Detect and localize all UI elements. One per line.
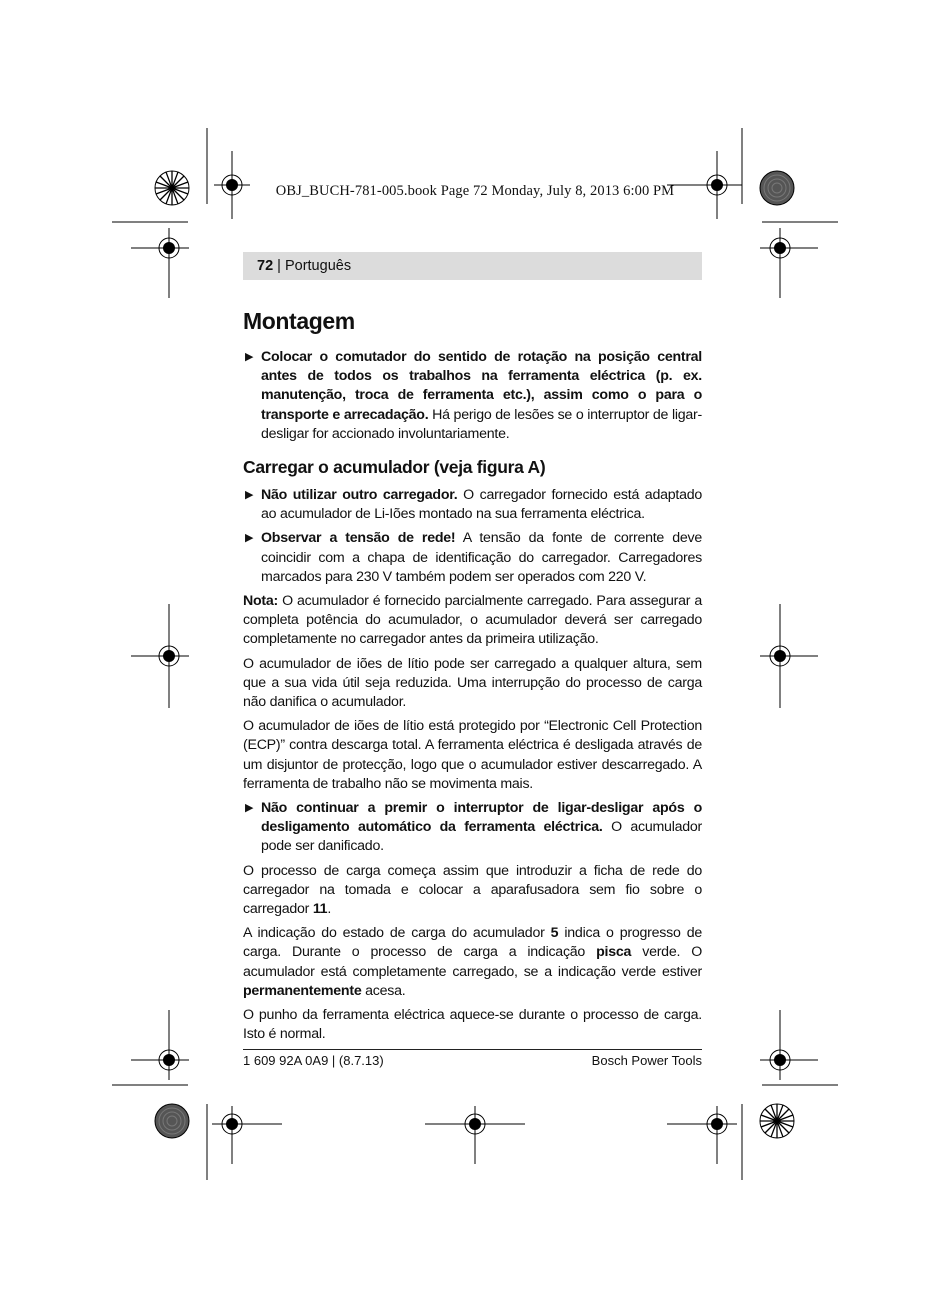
header-separator: | <box>273 258 285 274</box>
registration-mark-icon <box>425 1106 525 1164</box>
warning-bullet <box>243 348 702 444</box>
bullet-bold-text: Observar a tensão de rede! <box>261 530 456 547</box>
bullet-arrow-icon: ▶ <box>245 351 254 363</box>
warning-bullet <box>243 799 702 857</box>
bullet-bold-text: Colocar o comutador do sentido de rotação na posição central antes de todos os trabalhos na ferramenta eléctrica (p. ex. manutenção, troca de ferramenta etc.), assim como o para o transporte e arrecadação. <box>261 349 702 423</box>
registration-mark-icon <box>131 228 189 298</box>
footer-brand: Bosch Power Tools <box>591 1053 702 1068</box>
bullet-arrow-icon: ▶ <box>245 532 254 545</box>
paragraph: O punho da ferramenta eléctrica aquece-se durante o processo de carga. Isto é normal. <box>243 1007 702 1043</box>
emphasis-text: pisca <box>596 944 632 961</box>
warning-bullet <box>243 486 702 524</box>
bullet-bold-text: Não utilizar outro carregador. <box>261 487 458 504</box>
warning-bullet <box>243 529 702 587</box>
section-title: Montagem <box>243 308 355 334</box>
paragraph <box>243 924 702 1001</box>
registration-mark-icon <box>131 1010 189 1080</box>
reference-number: 11 <box>312 901 328 918</box>
paragraph-text: . <box>327 901 332 918</box>
footer-doc-id: 1 609 92A 0A9 | (8.7.13) <box>243 1053 384 1068</box>
note-text: O acumulador é fornecido parcialmente carregado. Para assegurar a completa potência do acumulador, o acumulador deverá ser carregado completamente no carregador antes da primeira utilização. <box>243 593 702 648</box>
note-label: Nota: <box>243 593 279 610</box>
header-language: Português <box>284 258 352 274</box>
footer-divider <box>243 1049 702 1050</box>
bullet-arrow-icon: ▶ <box>245 802 254 815</box>
reference-number: 5 <box>550 925 559 942</box>
paragraph <box>243 862 702 920</box>
paragraph: O acumulador de iões de lítio pode ser carregado a qualquer altura, sem que a sua vida útil seja reduzida. Uma interrupção do processo de carga não danifica o acumulador. <box>243 655 702 711</box>
paragraph-text: acesa. <box>361 982 406 999</box>
bullet-arrow-icon: ▶ <box>245 489 254 502</box>
paragraph-text: O processo de carga começa assim que introduzir a ficha de rede do carregador na tomada e colocar a aparafusadora sem fio sobre o carregador <box>243 862 702 918</box>
paragraph: O acumulador de iões de lítio está protegido por “Electronic Cell Protection (ECP)” contra descarga total. A ferramenta eléctrica é desligada através de um disjuntor de protecção, logo que o acumulador estiver descarregado. A ferramenta de trabalho não se movimenta mais. <box>243 718 702 792</box>
registration-mark-icon <box>131 604 189 708</box>
registration-mark-icon <box>760 228 818 298</box>
registration-mark-icon <box>760 1010 818 1080</box>
page-header-bar <box>243 252 702 280</box>
registration-mark-icon <box>760 604 818 708</box>
bullet-text: O carregador fornecido está adaptado ao acumulador de Li-Iões montado na sua ferramenta eléctrica. <box>261 487 702 523</box>
emphasis-text: permanentemente <box>243 982 362 999</box>
paragraph-text: verde. O acumulador está completamente carregado, se a indicação verde estiver <box>243 944 702 980</box>
registration-mark-icon <box>667 1106 737 1164</box>
paragraph-text: A indicação do estado de carga do acumulador <box>243 925 551 942</box>
subsection-title: Carregar o acumulador (veja figura A) <box>243 457 546 478</box>
print-header: OBJ_BUCH-781-005.book Page 72 Monday, July 8, 2013 6:00 PM <box>275 183 675 199</box>
paragraph-text: indica o progresso de carga. Durante o processo de carga a indicação <box>243 925 702 961</box>
bullet-text: Há perigo de lesões se o interruptor de ligar-desligar for accionado involuntariamente. <box>261 406 702 442</box>
note-paragraph <box>243 592 702 650</box>
bullet-bold-text: Não continuar a premir o interruptor de ligar-desligar após o desligamento automático da ferramenta eléctrica. <box>261 800 702 836</box>
page-number: 72 <box>257 258 274 274</box>
registration-mark-icon <box>212 1106 282 1164</box>
main-content <box>243 306 702 1050</box>
star-target-icon <box>760 1104 794 1138</box>
gray-target-icon <box>155 1104 189 1138</box>
bullet-text: O acumulador pode ser danificado. <box>261 819 702 855</box>
bullet-text: A tensão da fonte de corrente deve coincidir com a chapa de identificação do carregador. Carregadores marcados para 230 V também podem ser operados com 220 V. <box>261 530 702 585</box>
